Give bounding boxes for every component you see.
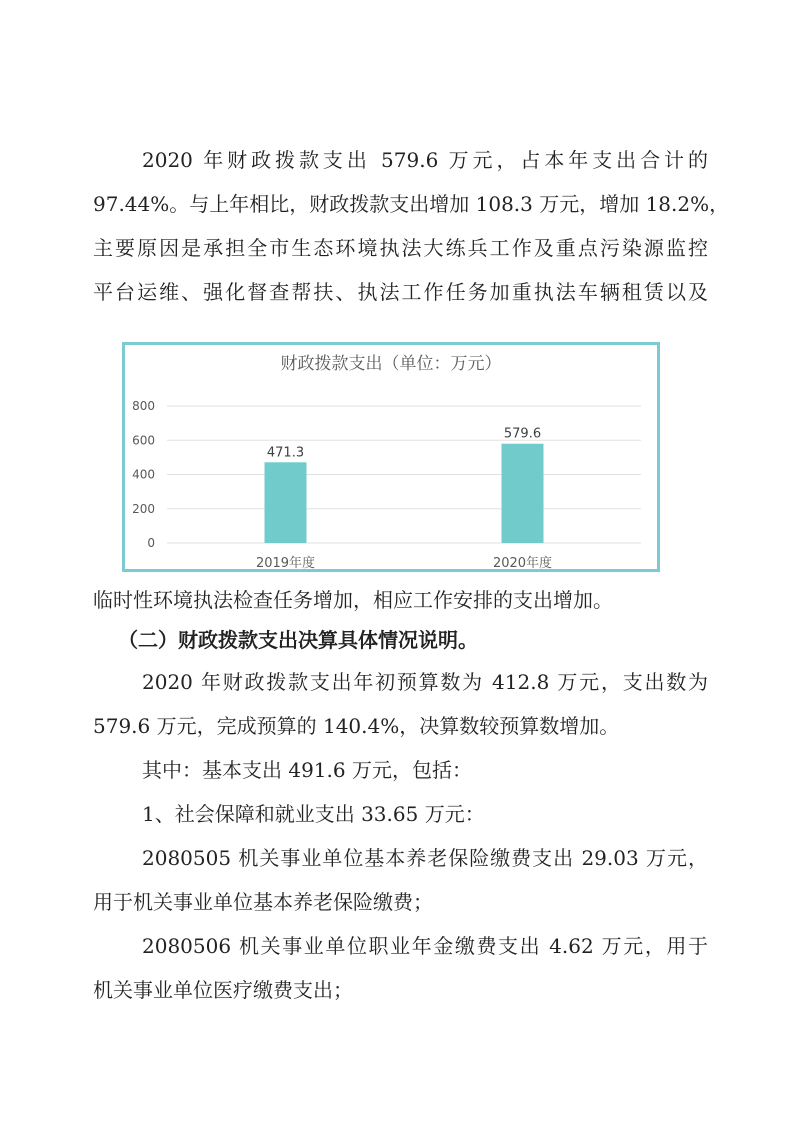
item-2080505-line-1: 2080505 机关事业单位基本养老保险缴费支出 29.03 万元， xyxy=(142,846,708,870)
y-tick-label: 800 xyxy=(132,399,155,413)
y-tick-label: 400 xyxy=(132,467,155,482)
paragraph1-line-2: 97.44%。与上年相比，财政拨款支出增加 108.3 万元，增加 18.2%， xyxy=(93,192,730,216)
paragraph2-line-1: 2020 年财政拨款支出年初预算数为 412.8 万元，支出数为 xyxy=(142,670,708,694)
chart-title: 财政拨款支出（单位：万元） xyxy=(280,354,502,374)
y-tick-label: 600 xyxy=(132,433,155,448)
item-2080505-line-2: 用于机关事业单位基本养老保险缴费； xyxy=(93,890,433,914)
data-label: 579.6 xyxy=(503,426,542,442)
basic-expense-line: 其中：基本支出 491.6 万元，包括： xyxy=(142,758,472,782)
paragraph1-line-4: 平台运维、强化督查帮扶、执法工作任务加重执法车辆租赁以及 xyxy=(93,280,708,304)
x-tick-label: 2020年度 xyxy=(492,556,553,569)
section2-heading: （二）财政拨款支出决算具体情况说明。 xyxy=(118,628,478,652)
data-label: 471.3 xyxy=(266,445,305,461)
bar-2019年度 xyxy=(265,462,307,543)
paragraph1-line-3: 主要原因是承担全市生态环境执法大练兵工作及重点污染源监控 xyxy=(93,236,708,260)
item-2080506-line-2: 机关事业单位医疗缴费支出； xyxy=(93,978,353,1002)
paragraph2-line-2: 579.6 万元，完成预算的 140.4%，决算数较预算数增加。 xyxy=(93,714,620,738)
item1-heading: 1、社会保障和就业支出 33.65 万元： xyxy=(142,802,485,826)
y-tick-label: 200 xyxy=(132,501,155,516)
paragraph1-line-1: 2020 年财政拨款支出 579.6 万元，占本年支出合计的 xyxy=(142,148,708,172)
bar-2020年度 xyxy=(502,444,544,543)
item-2080506-line-1: 2080506 机关事业单位职业年金缴费支出 4.62 万元，用于 xyxy=(142,934,708,958)
y-tick-label: 0 xyxy=(147,536,155,550)
expenditure-chart xyxy=(122,342,660,572)
x-tick-label: 2019年度 xyxy=(255,556,316,569)
chart-canvas xyxy=(125,345,657,569)
paragraph1-line-5: 临时性环境执法检查任务增加，相应工作安排的支出增加。 xyxy=(93,588,613,612)
